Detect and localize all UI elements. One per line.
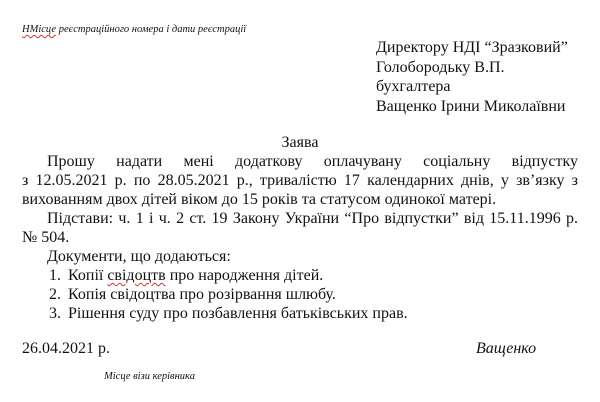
list-text: Копії [68,267,108,284]
paragraph-line: № 504. [22,229,70,246]
registration-note-prefix: НМісце [22,24,57,35]
list-number: 2. [49,286,61,303]
signature: Ващенко [476,340,537,357]
addressee-line: бухгалтера [376,78,451,95]
addressee-block [376,38,568,116]
paragraph-line: Підстави: ч. 1 і ч. 2 ст. 19 Закону України “Про відпустки” від 15.11.1996 р. [47,210,578,227]
list-number: 1. [49,267,61,284]
list-item [22,285,578,304]
document-title: Заява [281,134,319,151]
list-number: 3. [49,305,61,322]
addressee-line: Ващенко Ірини Миколаївни [376,97,566,115]
paragraph-line: Прошу надати мені додаткову оплачувану соціальну відпустку [47,153,578,170]
addressee-line: Директору НДІ “Зразковий” [376,39,568,56]
document-body [22,152,578,323]
list-text-misspelled: свідоцтв [107,267,166,284]
visa-note: Місце візи керівника [104,371,195,382]
paragraph-line: з 12.05.2021 р. по 28.05.2021 р., тривалістю 17 календарних днів, у зв’язку з [22,172,578,189]
paragraph-line: вихованням двох дітей віком до 15 років та статусом одинокої матері. [22,191,497,208]
registration-note [22,24,246,35]
list-text: про народження дітей. [165,267,324,284]
list-text: Копія свідоцтва про розірвання шлюбу. [68,286,336,303]
documents-heading: Документи, що додаються: [47,248,231,265]
registration-note-text: реєстраційного номера і дати реєстрації [56,24,247,35]
addressee-line: Голобородьку В.П. [376,58,505,76]
list-item [22,304,578,323]
list-text: Рішення суду про позбавлення батьківських прав. [68,305,408,322]
document-date: 26.04.2021 р. [22,340,110,357]
list-item [22,266,578,285]
